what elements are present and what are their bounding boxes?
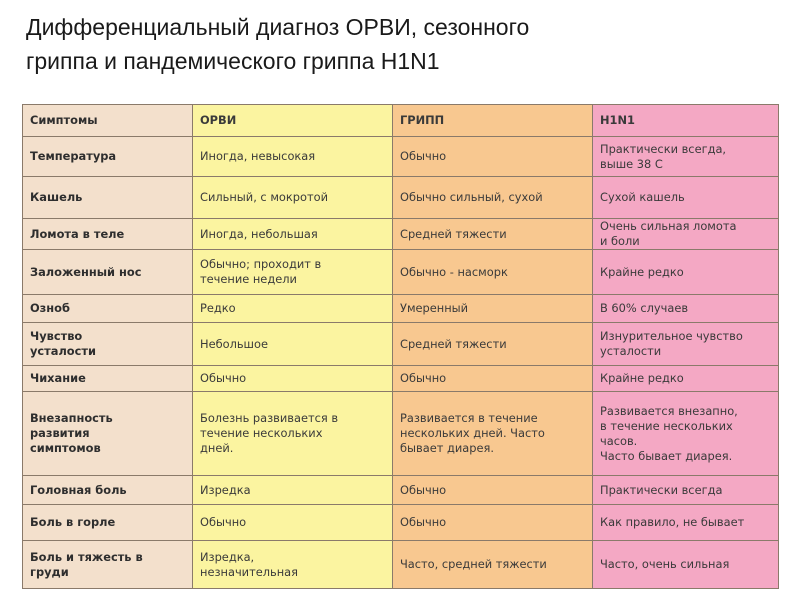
gripp-cell: Часто, средней тяжести [393,541,593,589]
gripp-cell: Обычно - насморк [393,250,593,295]
orvi-cell: Обычно [193,505,393,541]
page-title [26,10,786,78]
gripp-cell: Средней тяжести [393,323,593,366]
gripp-cell: Развивается в течение нескольких дней. Часто бывает диарея. [393,392,593,476]
h1n1-cell: Изнурительное чувство усталости [593,323,779,366]
orvi-cell: Изредка [193,476,393,505]
h1n1-cell: Крайне редко [593,366,779,392]
symptom-cell: Кашель [23,177,193,219]
orvi-cell: Небольшое [193,323,393,366]
orvi-cell: Сильный, с мокротой [193,177,393,219]
symptom-cell: Заложенный нос [23,250,193,295]
symptom-cell: Боль и тяжесть в груди [23,541,193,589]
table-row [23,476,779,505]
table-row [23,505,779,541]
table-row [23,219,779,250]
diagnosis-table [22,104,779,589]
header-h1n1: H1N1 [593,105,779,137]
symptom-cell: Температура [23,137,193,177]
orvi-cell: Изредка, незначительная [193,541,393,589]
header-orvi: ОРВИ [193,105,393,137]
orvi-cell: Обычно; проходит в течение недели [193,250,393,295]
gripp-cell: Средней тяжести [393,219,593,250]
symptom-cell: Чихание [23,366,193,392]
orvi-cell: Иногда, небольшая [193,219,393,250]
orvi-cell: Обычно [193,366,393,392]
h1n1-cell: Практически всегда, выше 38 С [593,137,779,177]
h1n1-cell: Крайне редко [593,250,779,295]
table-row [23,137,779,177]
header-symptoms: Симптомы [23,105,193,137]
title-line-2: гриппа и пандемического гриппа H1N1 [26,48,440,74]
symptom-cell: Головная боль [23,476,193,505]
symptom-cell: Чувство усталости [23,323,193,366]
gripp-cell: Обычно [393,476,593,505]
h1n1-cell: Очень сильная ломота и боли [593,219,779,250]
gripp-cell: Умеренный [393,295,593,323]
header-gripp: ГРИПП [393,105,593,137]
table-row [23,250,779,295]
title-line-1: Дифференциальный диагноз ОРВИ, сезонного [26,14,530,40]
table-row [23,366,779,392]
table-header-row [23,105,779,137]
gripp-cell: Обычно [393,137,593,177]
symptom-cell: Боль в горле [23,505,193,541]
orvi-cell: Редко [193,295,393,323]
gripp-cell: Обычно [393,505,593,541]
symptom-cell: Внезапность развития симптомов [23,392,193,476]
h1n1-cell: Часто, очень сильная [593,541,779,589]
table-row [23,177,779,219]
h1n1-cell: Как правило, не бывает [593,505,779,541]
table-row [23,323,779,366]
table-row [23,295,779,323]
orvi-cell: Болезнь развивается в течение нескольких дней. [193,392,393,476]
gripp-cell: Обычно сильный, сухой [393,177,593,219]
orvi-cell: Иногда, невысокая [193,137,393,177]
h1n1-cell: Развивается внезапно, в течение нескольких часов. Часто бывает диарея. [593,392,779,476]
symptom-cell: Ломота в теле [23,219,193,250]
h1n1-cell: В 60% случаев [593,295,779,323]
h1n1-cell: Сухой кашель [593,177,779,219]
symptom-cell: Озноб [23,295,193,323]
gripp-cell: Обычно [393,366,593,392]
table-row [23,541,779,589]
table-row [23,392,779,476]
h1n1-cell: Практически всегда [593,476,779,505]
